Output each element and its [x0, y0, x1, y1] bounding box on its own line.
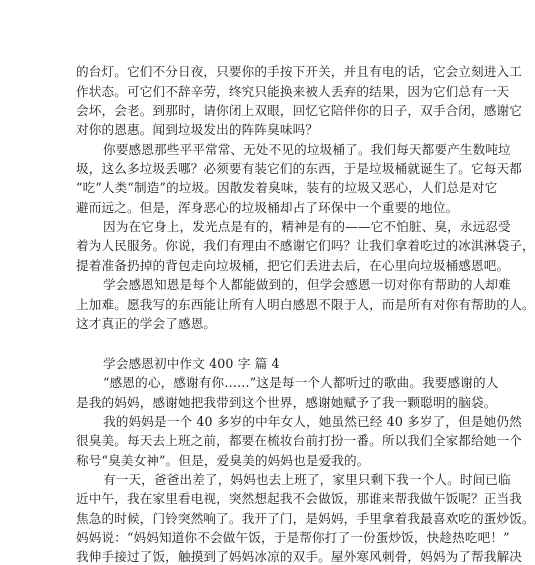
text-line: 焦急的时候，门铃突然响了。我开了门，是妈妈，手里拿着我最喜欢吃的蛋炒饭。 — [76, 511, 535, 526]
text-line: 提着准备扔掉的背包走向垃圾桶，把它们丢进去后，在心里向垃圾桶感恩吧。 — [76, 258, 510, 273]
text-line: 这才真正的学会了感恩。 — [76, 316, 217, 331]
text-line: 对你的恩惠。闻到垃圾发出的阵阵臭味吗？ — [76, 122, 319, 137]
text-line: 着为人民服务。你说，我们有理由不感谢它们吗？让我们拿着吃过的冰淇淋袋子， — [76, 238, 535, 253]
text-line: 近中午，我在家里看电视，突然想起我不会做饭，那谁来帮我做午饭呢？正当我 — [76, 491, 523, 506]
text-line: “感恩的心，感谢有你……”这是每一个人都听过的歌曲。我要感谢的人 — [103, 375, 499, 390]
text-line: 妈妈说：“妈妈知道你不会做午饭，于是帮你打了一份蛋炒饭，快趁热吃吧！” — [76, 530, 510, 545]
text-line: 是我的妈妈，感谢她把我带到这个世界，感谢她赋予了我一颗聪明的脑袋。 — [76, 395, 497, 410]
text-line: “吃”人类“制造”的垃圾。因散发着臭味，装有的垃圾又恶心，人们总是对它 — [76, 180, 498, 195]
text-line: 作状态。可它们不辞辛劳，终究只能换来被人丢弃的结果，因为它们总有一天 — [76, 84, 510, 99]
text-line: 有一天，爸爸出差了，妈妈也去上班了，家里只剩下我一个人。时间已临 — [103, 472, 511, 487]
text-line: 会坏，会老。到那时，请你闭上双眼，回忆它陪伴你的日子，双手合闭，感谢它 — [76, 103, 523, 118]
text-line: 学会感恩知恩是每个人都能做到的，但学会感恩一切对你有帮助的人却难 — [103, 277, 511, 292]
section-heading: 学会感恩初中作文 400 字 篇 4 — [103, 356, 280, 371]
text-line: 我的妈妈是一个 40 多岁的中年女人，她虽然已经 40 多岁了，但是她仍然 — [103, 414, 522, 429]
text-line: 避而远之。但是，浑身恶心的垃圾桶却占了环保中一个重要的地位。 — [76, 200, 459, 215]
text-line: 我伸手接过了饭，触摸到了妈妈冰凉的双手。屋外寒风刺骨，妈妈为了帮我解决 — [76, 549, 523, 564]
text-line: 圾，这么多垃圾丢哪？必须要有装它们的东西，于是垃圾桶就诞生了。它每天都 — [76, 161, 523, 176]
text-line: 称号“臭美女神”。但是，爱臭美的妈妈也是爱我的。 — [76, 453, 370, 468]
text-line: 上加难。愿我写的东西能让所有人明白感恩不限于人，而是所有对你有帮助的人。 — [76, 297, 535, 312]
text-line: 很臭美。每天去上班之前，都要在梳妆台前打扮一番。所以我们全家都给她一个 — [76, 433, 523, 448]
text-line: 因为在它身上，发光点是有的，精神是有的——它不怕脏、臭，永远忍受 — [103, 219, 511, 234]
text-line: 的台灯。它们不分日夜，只要你的手按下开关，并且有电的话，它会立刻进入工 — [76, 64, 523, 79]
text-line: 你要感恩那些平平常常、无处不见的垃圾桶了。我们每天都要产生数吨垃 — [103, 142, 511, 157]
